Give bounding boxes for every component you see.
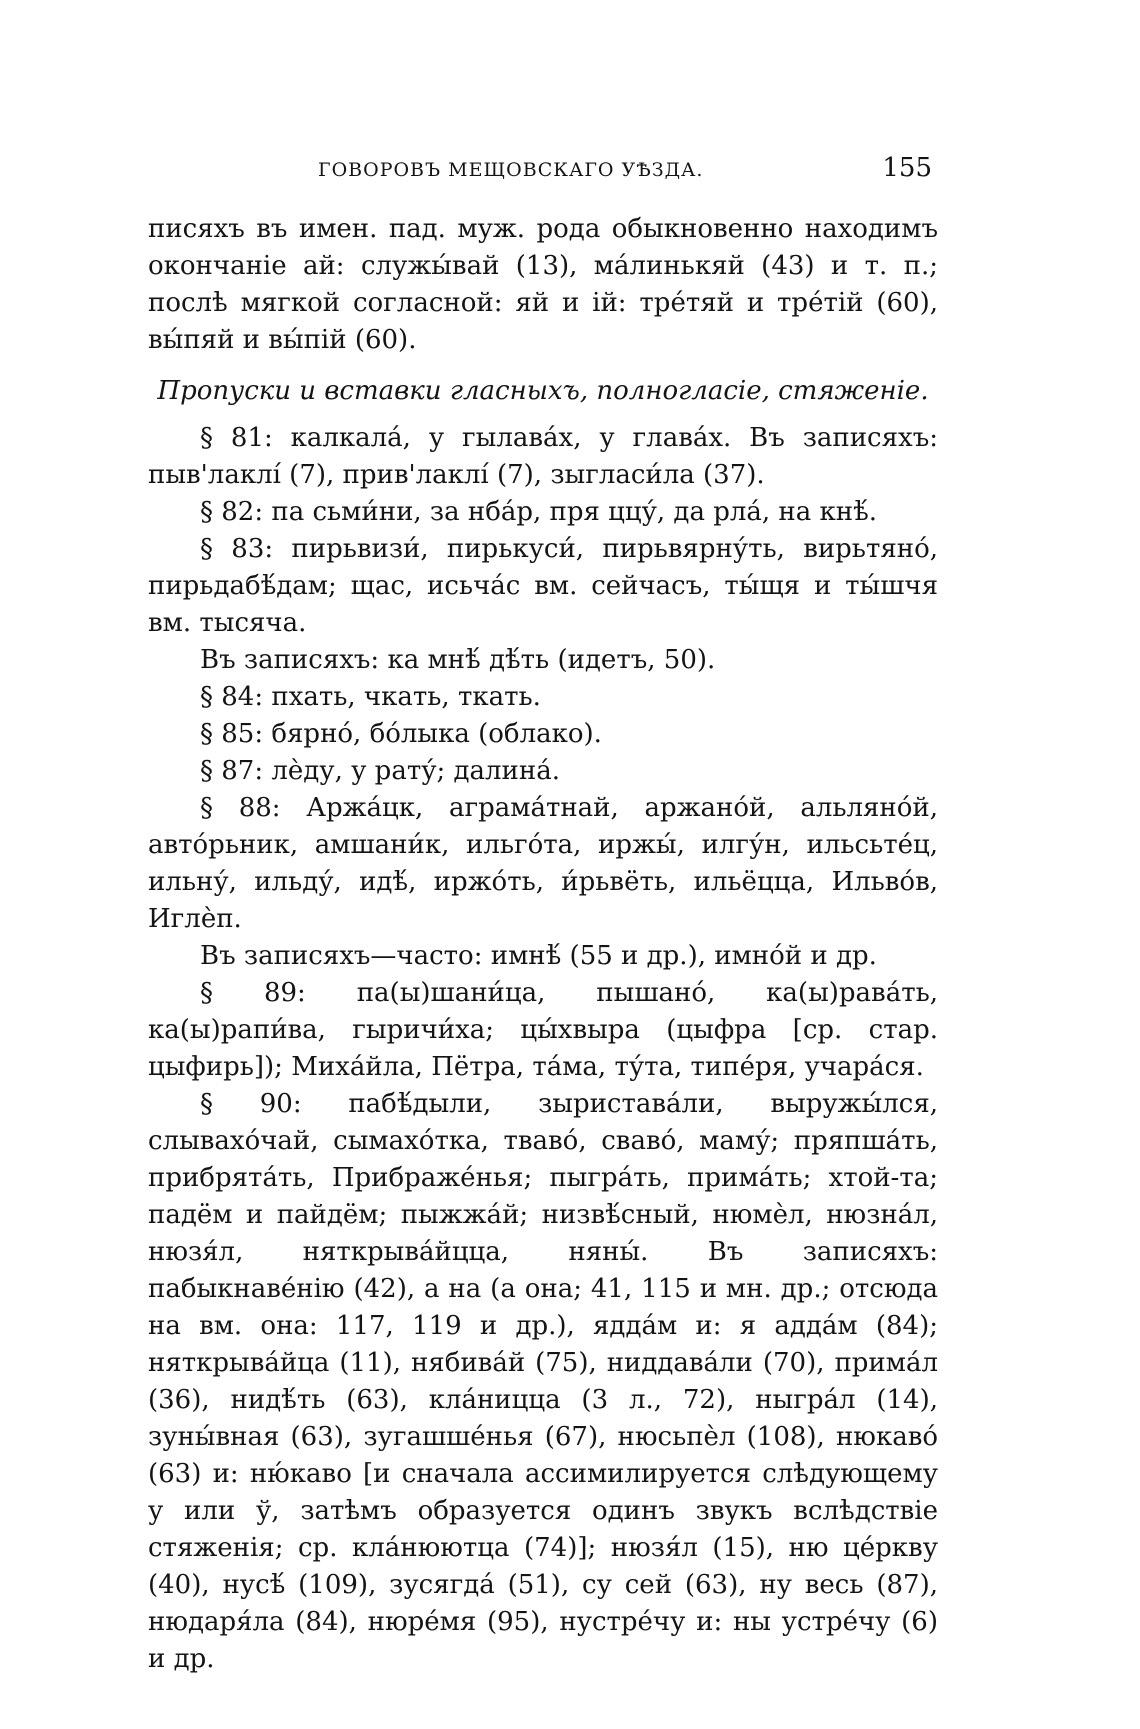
- paragraph-section-81: § 81: калкала́, у гылава́х, у глава́х. Въ записяхъ: пыв'лаклі́ (7), прив'лаклі́ (7), зыглаcи́ла (37).: [148, 423, 938, 490]
- page: [148, 150, 938, 1678]
- paragraph-section-87: § 87: лѐду, у рату́; далина́.: [200, 756, 560, 786]
- running-head: [148, 150, 938, 189]
- paragraph-section-84: § 84: пхать, чкать, ткать.: [200, 682, 541, 712]
- paragraph-section-89: § 89: па(ы)шани́ца, пышано́, ка(ы)рава́ть, ка(ы)рапи́ва, гыричи́ха; цы́хвыра (цыфра [ср. стар. цыфирь]); Миха́йла, Пётра, та́ма, ту́та, типе́ря, учара́ся.: [148, 978, 938, 1082]
- paragraph-section-83: § 83: пирьвизи́, пирькуси́, пирьвярну́ть, вирьтяно́, пирьдабѣ́дам; щас, исьча́с вм. сейчасъ, ты́щя и ты́шчя вм. тысяча.: [148, 534, 938, 638]
- paragraph-section-82: § 82: па сьми́ни, за нба́р, пря ццу́, да рла́, на кнѣ́.: [200, 497, 878, 527]
- paragraph-section-90: § 90: пабѣ́дыли, зыриставáли, выружы́лся, слывахо́чай, сымахо́тка, тваво́, сваво́, маму́; пряпша́ть, прибрята́ть, Прибраже́нья; пыгра́ть, прима́ть; хтой-та; падём и пайдём; пыжжа́й; низвѣ́сный, нюмѐл, нюзна́л, нюзя́л, няткрыва́йцца, няны́. Въ записяхъ: пабыкнаве́нію (42), а на (а она; 41, 115 и мн. др.; отсюда на вм. она: 117, 119 и др.), ядда́м и: я адда́м (84); няткрыва́йца (11), нябива́й (75), ниддава́ли (70), прима́л (36), нидѣ́ть (63), кла́ницца (3 л., 72), ныгра́л (14), зуны́вная (63), зугашше́нья (67), нюсьпѐл (108), нюкаво́ (63) и: ню́кавo [и сначала ассимилируется слѣдующему у или ў, затѣмъ образуется одинъ звукъ вслѣдствіе стяженія; ср. кла́нюютца (74)]; нюзя́л (15), ню це́ркву (40), нусѣ́ (109), зусягда́ (51), су сей (63), ну весь (87), нюдаря́ла (84), нюре́мя (95), нустре́чу и: ны устре́чу (6) и др.: [148, 1089, 938, 1674]
- page-number: 155: [882, 153, 932, 183]
- paragraph-continuation: писяхъ въ имен. пад. муж. рода обыкновенно находимъ окончаніе ай: служы́вай (13), ма́линькяй (43) и т. п.; послѣ мягкой согласной: яй и ій: тре́тяй и тре́тій (60), вы́пяй и вы́пій (60).: [148, 214, 938, 355]
- paragraph-section-85: § 85: бярно́, бо́лыка (облако).: [200, 719, 602, 749]
- paragraph-records-83: Въ записяхъ: ка мнѣ́ дѣ́ть (идетъ, 50).: [200, 645, 716, 675]
- section-heading: Пропуски и вставки гласныхъ, полногласіе, стяженіе.: [157, 376, 929, 406]
- paragraph-records-88: Въ записяхъ—часто: имнѣ́ (55 и др.), имно́й и др.: [200, 941, 877, 971]
- paragraph-section-88: § 88: Аржа́цк, аграма́тнай, аржано́й, альляно́й, авто́рьник, амшани́к, ильго́та, иржы́, илгу́н, ильсьте́ц, ильну́, ильду́, идѣ́, иржо́ть, и́рьвёть, ильёцца, Ильво́в, Иглѐп.: [148, 793, 938, 934]
- running-title: ГОВОРОВЪ МЕЩОВСКАГО УѢЗДА.: [318, 159, 704, 181]
